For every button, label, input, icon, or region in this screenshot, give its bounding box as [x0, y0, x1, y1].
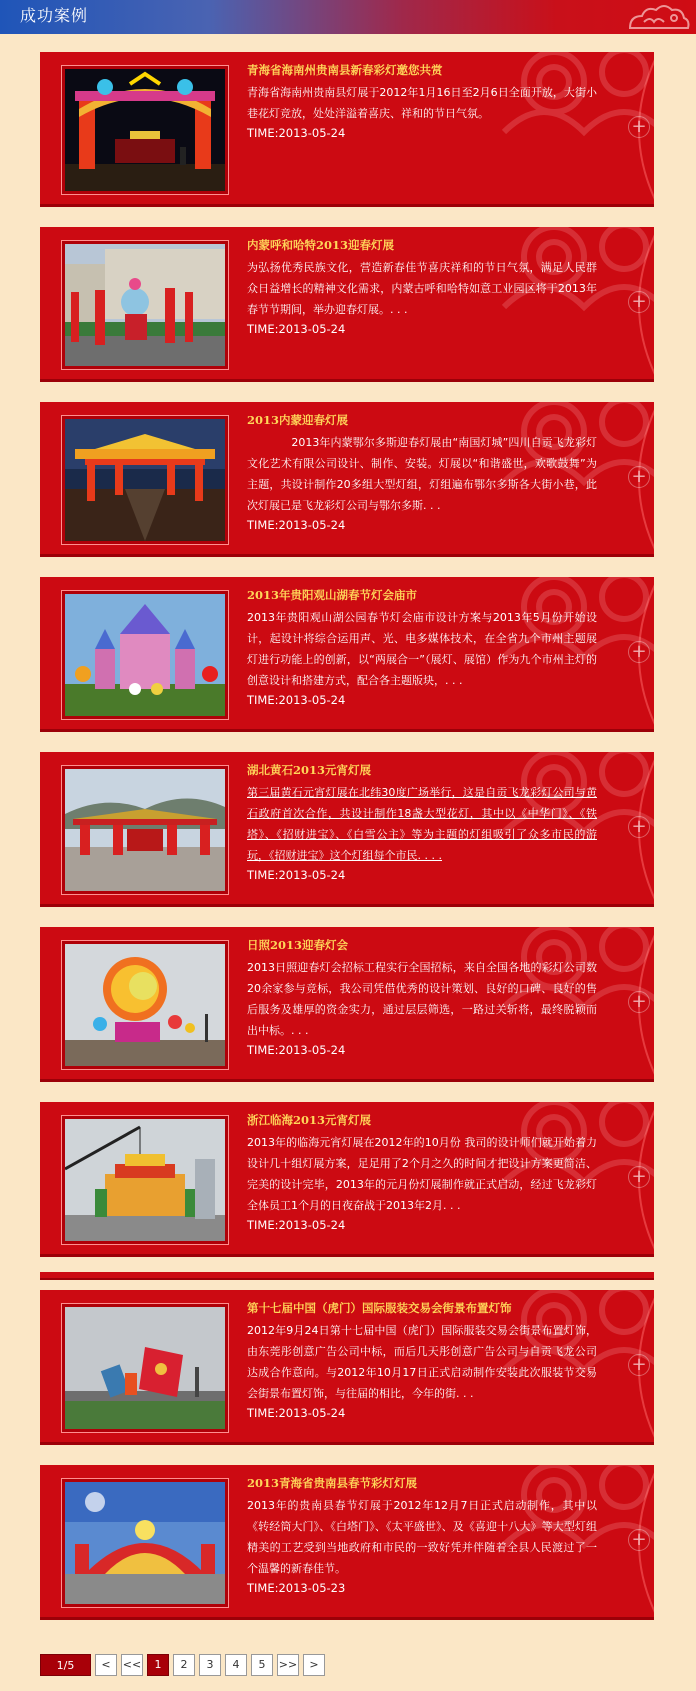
arch-gate-dusk-image — [65, 419, 225, 541]
prev-page-button[interactable]: < — [95, 1654, 117, 1676]
expand-plus-icon[interactable]: + — [628, 291, 650, 313]
case-time: TIME:2013-05-24 — [247, 693, 346, 707]
sun-sculpture-image — [65, 944, 225, 1066]
expand-plus-icon[interactable]: + — [628, 116, 650, 138]
case-description: 2013日照迎春灯会招标工程实行全国招标，来自全国各地的彩灯公司数20余家参与竞标，我公司凭借优秀的设计策划、良好的口碑、良好的售后服务及雄厚的资金实力，通过层层筛选，一路过关斩将，最终脱颖而出中标。. . . — [247, 961, 597, 1037]
case-description[interactable]: 第三届黄石元宵灯展在北纬30度广场举行，这是自贡飞龙彩灯公司与黄石政府首次合作，共设计制作18盏大型花灯，其中以《中华门》、《铁塔》、《招财进宝》、《白雪公主》等为主题的灯组吸引了众多市民的游玩，《招财进宝》这个灯组每个市民. . . . — [247, 786, 597, 862]
page-info: 1/5 — [40, 1654, 91, 1676]
case-thumbnail[interactable] — [61, 765, 229, 895]
case-title[interactable]: 第十七届中国（虎门）国际服装交易会街景布置灯饰 — [247, 1301, 512, 1315]
case-card[interactable] — [40, 1290, 654, 1445]
chinese-gate-plaza-image — [65, 769, 225, 891]
expand-plus-icon[interactable]: + — [628, 1166, 650, 1188]
county-lantern-show-image — [65, 1482, 225, 1604]
expand-plus-icon[interactable]: + — [628, 991, 650, 1013]
page-button-4[interactable]: 4 — [225, 1654, 247, 1676]
case-time: TIME:2013-05-24 — [247, 1043, 346, 1057]
page-button-1[interactable]: 1 — [147, 1654, 169, 1676]
case-thumbnail[interactable] — [61, 65, 229, 195]
case-time: TIME:2013-05-24 — [247, 126, 346, 140]
last-page-button[interactable]: >> — [277, 1654, 299, 1676]
case-time: TIME:2013-05-24 — [247, 322, 346, 336]
case-title[interactable]: 青海省海南州贵南县新春彩灯邀您共赏 — [247, 63, 443, 77]
case-thumbnail[interactable] — [61, 1115, 229, 1245]
page-button-2[interactable]: 2 — [173, 1654, 195, 1676]
case-title[interactable]: 浙江临海2013元宵灯展 — [247, 1113, 372, 1127]
case-card[interactable] — [40, 752, 654, 907]
case-description: 为弘扬优秀民族文化，营造新春佳节喜庆祥和的节日气氛，满足人民群众日益增长的精神文化需求，内蒙古呼和哈特如意工业园区将于2013年春节节期间，举办迎春灯展。. . . — [247, 261, 597, 316]
case-title[interactable]: 2013年贵阳观山湖春节灯会庙市 — [247, 588, 418, 602]
case-time: TIME:2013-05-24 — [247, 1406, 346, 1420]
case-thumbnail[interactable] — [61, 240, 229, 370]
section-title: 成功案例 — [20, 6, 89, 25]
case-description: 2012年9月24日第十七届中国（虎门）国际服装交易会街景布置灯饰，由东莞彤创意广告公司中标，而后几天彤创意广告公司与自贡飞龙公司达成合作意向。与2012年10月17日正式启动制作安装此次服装节交易会街景布置灯饰，与往届的相比，今年的街. . . — [247, 1324, 597, 1400]
auspicious-cloud-icon — [622, 2, 692, 32]
case-thumbnail[interactable] — [61, 1478, 229, 1608]
case-card[interactable] — [40, 227, 654, 382]
case-title[interactable]: 内蒙呼和哈特2013迎春灯展 — [247, 238, 395, 252]
case-title[interactable]: 湖北黄石2013元宵灯展 — [247, 763, 372, 777]
fashion-fair-display-image — [65, 1307, 225, 1429]
case-time: TIME:2013-05-23 — [247, 1581, 346, 1595]
case-card[interactable] — [40, 577, 654, 732]
section-header — [0, 0, 696, 34]
case-title[interactable]: 日照2013迎春灯会 — [247, 938, 349, 952]
case-description: 2013年的贵南县春节灯展于2012年12月7日正式启动制作，其中以《转经筒大门》、《白塔门》、《太平盛世》、及《喜迎十八大》等大型灯组精美的工艺受到当地政府和市民的一致好凭并伴随着全县人民渡过了一个温馨的新春佳节。 — [247, 1499, 597, 1575]
expand-plus-icon[interactable]: + — [628, 1354, 650, 1376]
case-description: 2013年的临海元宵灯展在2012年的10月份 我司的设计师们就开始着力设计几十组灯展方案，足足用了2个月之久的时间才把设计方案更简洁、完美的设计完毕，2013年的元月份灯展制作就正式启动，经过飞龙彩灯全体员工1个月的日夜奋战于2013年2月. . . — [247, 1136, 597, 1212]
case-thumbnail[interactable] — [61, 940, 229, 1070]
lantern-gate-night-image — [65, 69, 225, 191]
fairytale-castle-image — [65, 594, 225, 716]
case-card[interactable] — [40, 927, 654, 1082]
case-time: TIME:2013-05-24 — [247, 1218, 346, 1232]
case-thumbnail[interactable] — [61, 1303, 229, 1433]
first-page-button[interactable]: << — [121, 1654, 143, 1676]
case-thumbnail[interactable] — [61, 590, 229, 720]
expand-plus-icon[interactable]: + — [628, 641, 650, 663]
case-card[interactable] — [40, 1465, 654, 1620]
case-title[interactable]: 2013青海省贵南县春节彩灯灯展 — [247, 1476, 418, 1490]
page-button-5[interactable]: 5 — [251, 1654, 273, 1676]
expand-plus-icon[interactable]: + — [628, 466, 650, 488]
case-time: TIME:2013-05-24 — [247, 868, 346, 882]
case-description: 2013年贵阳观山湖公园春节灯会庙市设计方案与2013年5月份开始设计，起设计将综合运用声、光、电多媒体技术，在全省九个市州主题展灯进行功能上的创新，以“两展合一”（展灯、展馆）作为九个市州主灯的创意设计和搭建方式，配合各主题版块，. . . — [247, 611, 597, 687]
pagination — [40, 1654, 325, 1676]
city-lanterns-image — [65, 244, 225, 366]
case-description: 青海省海南州贵南县灯展于2012年1月16日至2月6日全面开放，大街小巷花灯竞放，处处洋溢着喜庆、祥和的节日气氛。 — [247, 86, 597, 120]
case-card[interactable] — [40, 402, 654, 557]
case-thumbnail[interactable] — [61, 415, 229, 545]
expand-plus-icon[interactable]: + — [628, 816, 650, 838]
case-time: TIME:2013-05-24 — [247, 518, 346, 532]
case-title[interactable]: 2013内蒙迎春灯展 — [247, 413, 349, 427]
case-card[interactable] — [40, 52, 654, 207]
page-button-3[interactable]: 3 — [199, 1654, 221, 1676]
next-page-button[interactable]: > — [303, 1654, 325, 1676]
lantern-construction-image — [65, 1119, 225, 1241]
case-description: 2013年内蒙鄂尔多斯迎春灯展由“南国灯城”四川自贡飞龙彩灯文化艺术有限公司设计、制作、安装。灯展以“和谐盛世，欢歌鼓舞”为主题，共设计制作20多组大型灯组，灯组遍布鄂尔多斯各大街小巷，此次灯展已是飞龙彩灯公司与鄂尔多斯. . . — [247, 436, 597, 512]
divider-bar — [40, 1272, 654, 1280]
expand-plus-icon[interactable]: + — [628, 1529, 650, 1551]
case-card[interactable] — [40, 1102, 654, 1257]
